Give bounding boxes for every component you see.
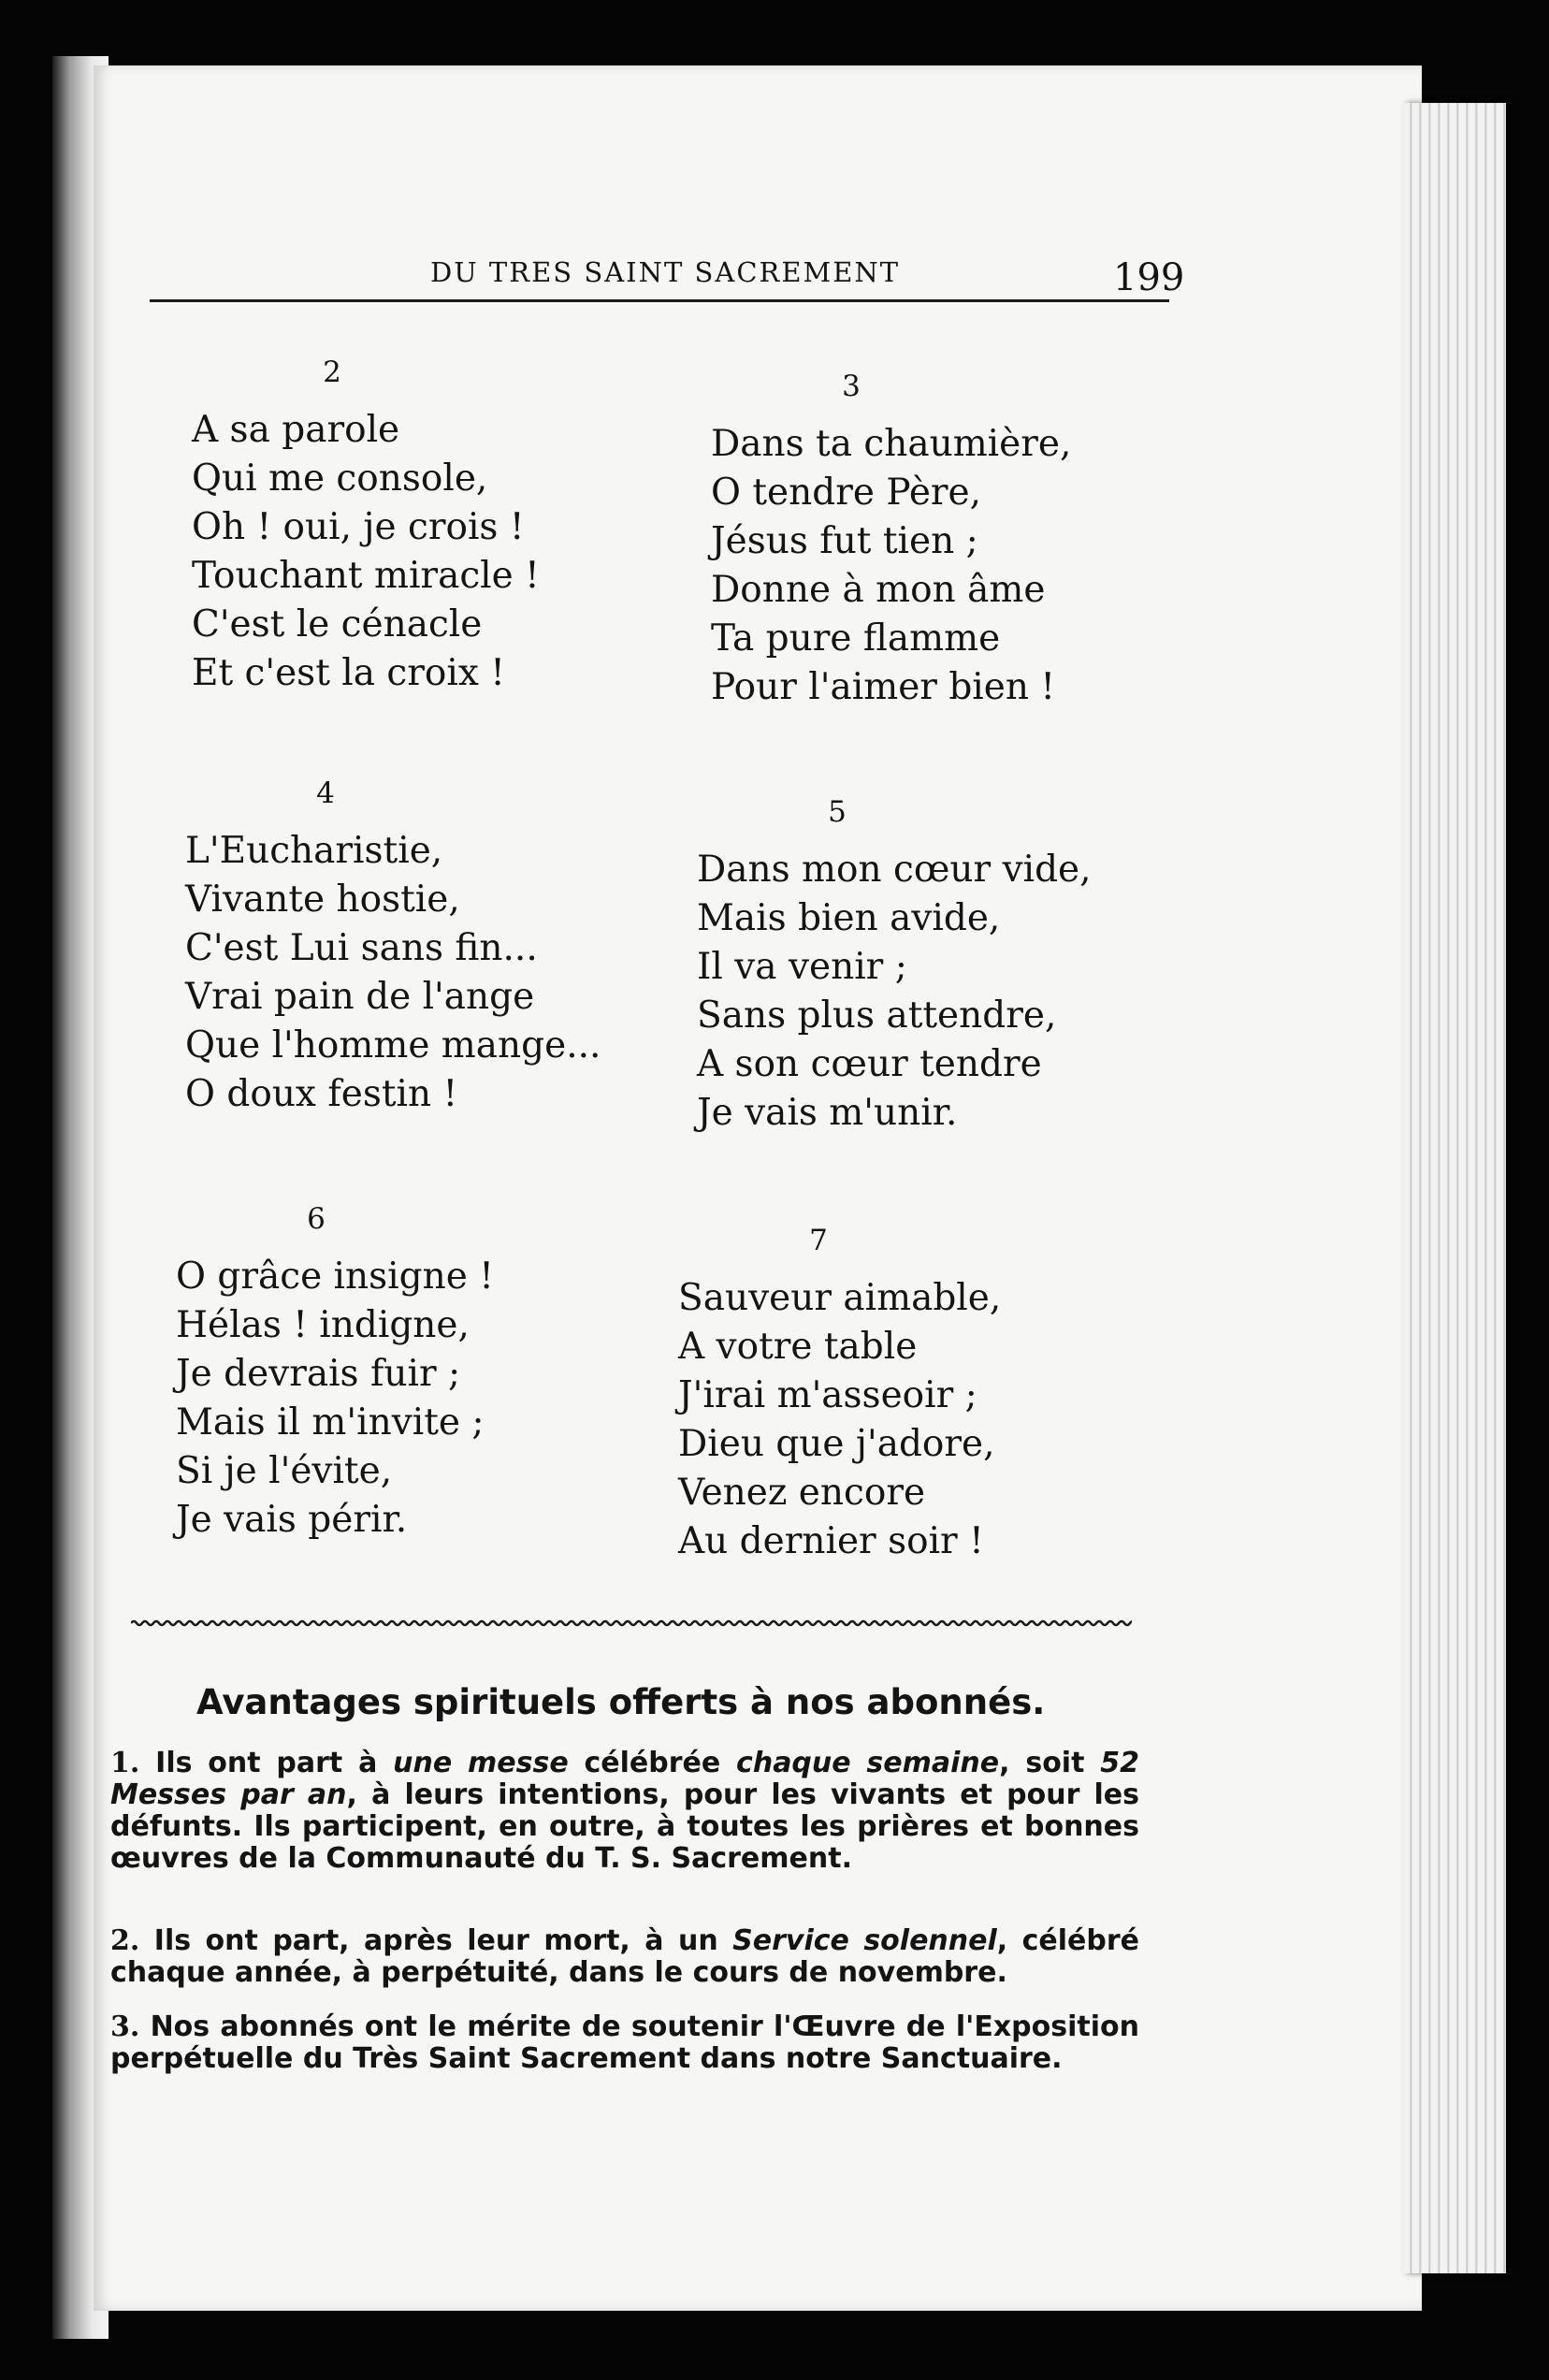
- stanza-line: Sauveur aimable,: [678, 1277, 1002, 1319]
- running-head: [150, 245, 1185, 311]
- advantage-item-2: [110, 1925, 1139, 1989]
- stanza-number: 7: [809, 1224, 828, 1257]
- stanza-line: O grâce insigne !: [176, 1255, 494, 1298]
- stanza: [697, 795, 1221, 1138]
- stanza: [678, 1224, 1202, 1566]
- stanza-number: 2: [323, 356, 341, 389]
- stanza-line: A son cœur tendre: [697, 1043, 1042, 1085]
- stanza-line: Qui me console,: [192, 457, 488, 500]
- stanza-line: Ta pure flamme: [711, 617, 1001, 660]
- stanza-line: Jésus fut tien ;: [711, 520, 978, 562]
- item-text: , à leurs intentions, pour les vivants et pour les défunts. Ils participent, en outre, à toutes les prières et bonnes œuvres de la Communauté du T. S. Sacrement.: [110, 1778, 1139, 1875]
- item-number: 1.: [110, 1747, 140, 1779]
- stanza-line: C'est le cénacle: [192, 603, 483, 646]
- stanza: [185, 776, 709, 1119]
- advantage-item-1: [110, 1748, 1139, 1875]
- ornament-rule: [131, 1609, 1132, 1637]
- head-rule: [150, 299, 1169, 302]
- item-emphasis: 52 Messes par an: [110, 1747, 1139, 1811]
- stanza-line: O doux festin !: [185, 1073, 458, 1115]
- stanza-number: 5: [828, 795, 847, 829]
- stanza-line: Vivante hostie,: [185, 878, 460, 921]
- stanza-line: Mais il m'invite ;: [176, 1401, 485, 1444]
- stanza: [711, 370, 1235, 712]
- advantage-item-3: [110, 2011, 1139, 2075]
- item-text: Ils ont part, après leur mort, à un: [153, 1924, 733, 1957]
- stanza-line: Touchant miracle !: [192, 555, 540, 597]
- item-number: 2.: [110, 1924, 140, 1957]
- item-text: , célébré chaque année, à perpétuité, dans le cours de novembre.: [110, 1924, 1140, 1989]
- stanza-number: 6: [307, 1202, 326, 1236]
- stanza-line: L'Eucharistie,: [185, 830, 443, 872]
- stanza-line: Il va venir ;: [697, 946, 907, 988]
- stanza-line: Que l'homme mange...: [185, 1024, 601, 1067]
- stanza-number: 3: [842, 370, 861, 403]
- stanza-line: Dieu que j'adore,: [678, 1423, 995, 1465]
- stanza-line: Je devrais fuir ;: [176, 1353, 461, 1395]
- stanza: [192, 356, 716, 698]
- stanza-line: O tendre Père,: [711, 472, 982, 514]
- item-text: Nos abonnés ont le mérite de soutenir l'Œuvre de l'Exposition perpétuelle du Très Saint Sacrement dans notre Sanctuaire.: [110, 2010, 1139, 2075]
- section-title: Avantages spirituels offerts à nos abonnés.: [196, 1682, 1046, 1722]
- stanza-line: Oh ! oui, je crois !: [192, 506, 525, 548]
- stanza-line: Sans plus attendre,: [697, 994, 1057, 1037]
- stanza-line: Vrai pain de l'ange: [185, 976, 535, 1018]
- stanza-line: Pour l'aimer bien !: [711, 666, 1056, 708]
- stanza-line: Venez encore: [678, 1472, 926, 1514]
- stanza-line: A sa parole: [192, 409, 400, 451]
- stanza: [176, 1202, 700, 1545]
- stanza-line: Dans ta chaumière,: [711, 423, 1072, 465]
- stanza-line: Je vais périr.: [176, 1499, 408, 1541]
- item-number: 3.: [110, 2010, 140, 2043]
- stanza-line: Au dernier soir !: [678, 1520, 984, 1562]
- stanza-line: Dans mon cœur vide,: [697, 849, 1092, 891]
- page-number: 199: [1113, 256, 1185, 299]
- running-title: DU TRES SAINT SACREMENT: [430, 256, 901, 288]
- stanza-line: C'est Lui sans fin...: [185, 927, 538, 969]
- stanza-line: Hélas ! indigne,: [176, 1304, 470, 1346]
- stanza-line: Donne à mon âme: [711, 569, 1046, 611]
- item-emphasis: chaque semaine: [736, 1747, 1000, 1779]
- item-text: , soit: [999, 1747, 1101, 1779]
- stanza-line: Et c'est la croix !: [192, 652, 505, 694]
- item-emphasis: une messe: [393, 1747, 569, 1779]
- stanza-number: 4: [316, 776, 335, 810]
- stanza-line: Si je l'évite,: [176, 1450, 393, 1492]
- item-text: célébrée: [568, 1747, 737, 1779]
- stanza-line: J'irai m'asseoir ;: [678, 1374, 977, 1416]
- stanza-line: Mais bien avide,: [697, 897, 1001, 939]
- page-stack-edge: [1403, 103, 1506, 2273]
- stanza-line: Je vais m'unir.: [697, 1092, 958, 1134]
- stanza-line: A votre table: [678, 1326, 918, 1368]
- item-emphasis: Service solennel: [732, 1924, 997, 1957]
- item-text: Ils ont part à: [155, 1747, 394, 1779]
